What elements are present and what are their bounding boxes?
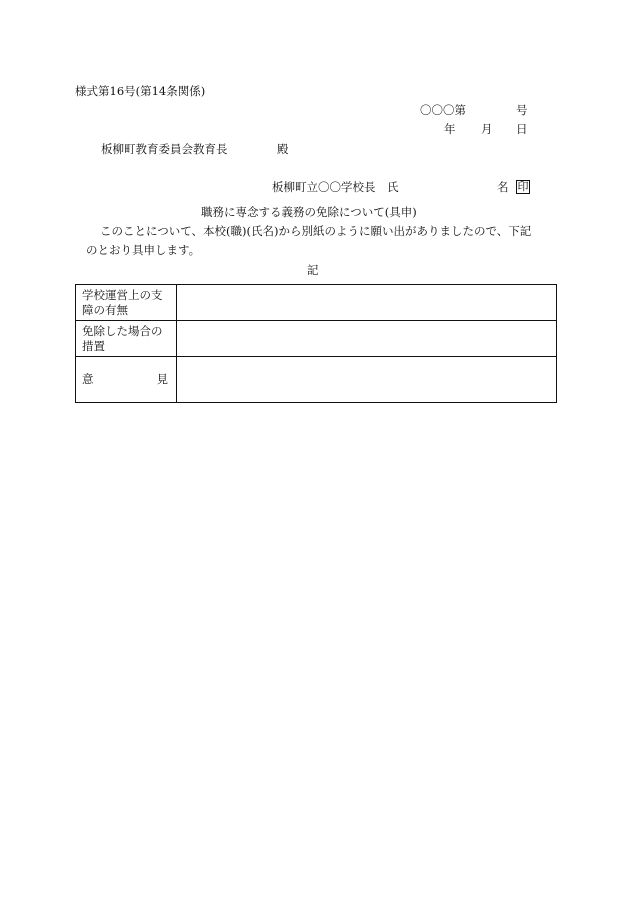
body-line-2: のとおり具申します。 [86,243,201,257]
opinion-char-1: 意 [82,372,94,386]
row-value-measures[interactable] [177,321,557,357]
subject-title: 職務に専念する義務の免除について(具申) [201,205,417,219]
addressee-name: 板柳町教育委員会教育長 [101,142,228,156]
date-year: 年 [444,122,456,136]
row-label-measures: 免除した場合の 措置 [76,321,177,357]
form-number: 様式第16号(第14条関係) [75,84,206,98]
addressee-honorific: 殿 [277,142,289,156]
row-label-opinion [76,357,177,403]
seal-stamp: 印 [517,180,529,193]
row-value-school-impact[interactable] [177,285,557,321]
date-day: 日 [516,122,528,136]
row-label-school-impact: 学校運営上の支 障の有無 [76,285,177,321]
date-month: 月 [481,122,493,136]
row-value-opinion[interactable] [177,357,557,403]
doc-number-suffix: 号 [516,103,528,117]
table-row [76,357,557,403]
table-row [76,321,557,357]
ki-heading: 記 [307,263,319,277]
table-row [76,285,557,321]
body-line-1: このことについて、本校(職)(氏名)から別紙のように願い出がありましたので、下記 [100,224,532,238]
opinion-label [82,372,170,387]
sender-title: 板柳町立〇〇学校長 氏 [272,180,399,194]
sender-name-label: 名 [497,180,509,194]
doc-number-prefix: 〇〇〇第 [420,103,466,117]
form-table [75,284,557,403]
opinion-char-2: 見 [156,372,168,386]
